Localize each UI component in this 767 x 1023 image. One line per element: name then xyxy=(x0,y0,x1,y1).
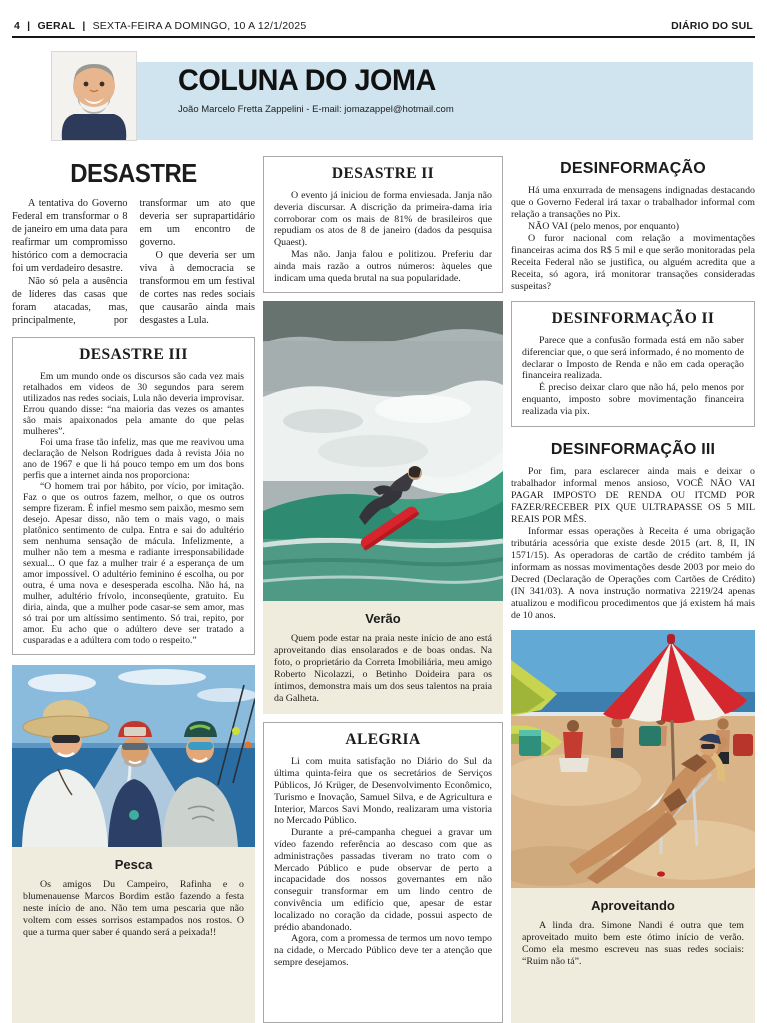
paragraph: Não só pela a ausência de líderes das casas que foram atacadas, mas, principalmente, por transformar um ato que deveria ser suprapartidário em um encontro de governo. xyxy=(12,198,255,326)
columnist-portrait-illustration xyxy=(52,52,136,140)
paragraph: O que deveria ser um viva à democracia se transformou em um festival de cortes nas redes sociais que causarão ainda mais desgastes a Lula. xyxy=(139,250,255,326)
article-desinformacao-body xyxy=(511,185,755,293)
article-box-desastre2 xyxy=(263,156,503,293)
beach-photo xyxy=(511,630,755,888)
page-number: 4 xyxy=(14,20,21,32)
article-title-desinformacao3: DESINFORMAÇÃO III xyxy=(550,440,716,458)
paragraph: Mas não. Janja falou e politizou. Preferiu dar ainda mais razão a outros números: àqueles que indicam uma queda brutal na sua popularidade. xyxy=(274,248,492,284)
columnist-photo xyxy=(52,52,136,140)
paragraph: Agora, com a promessa de termos um novo tempo na cidade, o Mercado Público deve ter a atenção que sempre desejamos. xyxy=(274,933,492,968)
edition-info xyxy=(14,20,306,32)
caption-text: Os amigos Du Campeiro, Rafinha e o blumenauense Marcos Bordim estão fazendo a festa neste início de ano. Não tem uma pescaria que não voltem com esses sorrisos estampados nos rostos. O que a turma quer saber é quando será a peixada!! xyxy=(23,879,244,938)
article-title-desastre3: DESASTRE III xyxy=(79,346,188,363)
paragraph: É preciso deixar claro que não há, pelo menos por enquanto, imposto sobre movimentação financeira realizada via pix. xyxy=(522,382,744,417)
article-columns xyxy=(12,156,755,1023)
caption-title-verao: Verão xyxy=(365,611,401,627)
column-masthead xyxy=(12,52,755,144)
caption-title-aproveitando: Aproveitando xyxy=(591,897,675,913)
newspaper-brand: DIÁRIO DO SUL xyxy=(671,20,753,32)
paragraph: O furor nacional com relação a movimentações financeiras acima dos R$ 5 mil e que serão monitoradas pela Receita Federal não se justifica, ou alguém acredita que a Receita, só agora, irá monitorar transações consideradas suspeitas? xyxy=(511,233,755,292)
separator: | xyxy=(27,20,31,32)
paragraph: Durante a pré-campanha cheguei a gravar um vídeo fazendo referência ao descaso com que as administrações passadas tiveram no trato com o Mercado Público e pude observar de perto a incapacidade dos nossos governantes em não conseguir transformar em um lindo centro de convivência um edifício que, apesar de estar localizado no coração da cidade, possui aspecto de prédio abandonado. xyxy=(274,827,492,933)
article-box-desastre3 xyxy=(12,337,255,655)
article-title-desastre2: DESASTRE II xyxy=(331,165,435,182)
paragraph: Informar essas operações à Receita é uma obrigação tributária acessória que existe desde 2015 (art. 8, II, IN 1571/15). As operadoras de cartão de crédito também já informam as nossas movimentações desde 2003 por meio do Decred (Declaração de Operações com Cartões de Crédito) (IN 341/03). A nova instrução normativa 2219/24 apenas atualizou e modificou procedimentos que já existem há mais de 10 anos. xyxy=(511,525,755,621)
column-middle xyxy=(263,156,503,1023)
paragraph: Em um mundo onde os discursos são cada vez mais retalhados em videos de 30 segundos para serem utilizados nas redes sociais, Lula não deveria improvisar. Errou quando disse: “na maioria das vezes os amantes são mais apaixonados pela amante do que pelas mulheres”. xyxy=(23,371,244,437)
article-title-desastre: DESASTRE xyxy=(70,158,197,188)
column-right xyxy=(511,156,755,1023)
paragraph: Há uma enxurrada de mensagens indignadas destacando que o Governo Federal irá taxar o trabalhador informal com relação a transações no Pix. xyxy=(511,185,755,220)
figure-verao xyxy=(263,301,503,714)
separator: | xyxy=(82,20,86,32)
caption-verao xyxy=(263,601,503,714)
paragraph: Foi uma frase tão infeliz, mas que me reavivou uma declaração de Nelson Rodrigues dada à revista Jóia no ano de 1967 e que li há pouco tempo em um dos bons perfis que a internet ainda nos proporciona: xyxy=(23,437,244,481)
figure-pesca xyxy=(12,665,255,1023)
column-title: COLUNA DO JOMA xyxy=(178,64,436,97)
figure-aproveitando xyxy=(511,630,755,1023)
paragraph: “O homem trai por hábito, por vício, por imitação. Faz o que os outros fazem, melhor, o que os outros sempre fizeram. É infiel mesmo sem paixão, mesmo sem desejo. Apesar disso, não tem o mais vago, o mais platônico sentimento de culpa. Entra e sai do adultério sem nenhuma sensação de mácula. Infelizmente, a mulher não tem a mesma e radiante irresponsabilidade sexual... O que faz a mulher trair é a esperança de um amor impossível. O adultério feminino é escolha, ou por outra, é uma nova e desesperada escolha. Não há, na mulher, adultério frívolo, inconseqüente, gratuito. Eu diria, ainda, que a mulher pode casar-se sem amor, mas só trai por um altíssimo sentimento. Só trai, repito, por amor. Eu acho que o adúltero deve ser tratado a cusparadas e a adúltera com todo o respeito.” xyxy=(23,481,244,646)
paragraph: Por fim, para esclarecer ainda mais e deixar o trabalhador informal menos ansioso, VOCÊ NÃO VAI PAGAR IMPOSTO DE RENDA OU ITCMD POR FAZER/RECEBER PIX QUE ULTRAPASSE OS 5 MIL REAIS POR MÊS. xyxy=(511,465,755,525)
caption-text: A linda dra. Simone Nandi é outra que tem aproveitado muito bem este ótimo início de verão. Como ela mesmo escreveu nas suas redes sociais: “Ruim não tá”. xyxy=(522,919,744,967)
article-title-alegria: ALEGRIA xyxy=(345,731,421,749)
caption-title-pesca: Pesca xyxy=(114,857,153,872)
article-desastre-body xyxy=(12,197,255,327)
section-label: GERAL xyxy=(37,20,76,32)
paragraph: Li com muita satisfação no Diário do Sul da última quinta-feira que os secretários de Serviços Públicos, Jó Krüger, de Desenvolvimento Econômico, Turismo e Inovação, Samuel Silva, e de Agricultura e Interior, Marcos Savi Mondo, realizaram uma vistoria no Mercado Público. xyxy=(274,756,492,827)
caption-pesca xyxy=(12,847,255,1023)
masthead-text xyxy=(178,64,454,115)
column-byline: João Marcelo Fretta Zappelini - E-mail: jomazappel@hotmail.com xyxy=(178,104,454,115)
article-title-desinformacao2: DESINFORMAÇÃO II xyxy=(551,310,715,327)
fishing-photo xyxy=(12,665,255,847)
dateline: SEXTA-FEIRA A DOMINGO, 10 A 12/1/2025 xyxy=(92,20,307,32)
paragraph: A tentativa do Governo Federal em transformar o 8 de janeiro em uma data para reafirmar um compromisso histórico com a democracia foi um verdadeiro desastre. xyxy=(12,198,128,274)
article-title-desinformacao: DESINFORMAÇÃO xyxy=(560,160,706,177)
caption-text: Quem pode estar na praia neste início de ano está aproveitando dias ensolarados e de boas ondas. Na foto, o proprietário da Correta Imobiliária, meu amigo Roberto Nicolazzi, o Betinho Doideira para os íntimos, demonstra mais um dos seus talentos na praia da Galheta. xyxy=(274,633,492,705)
article-desinformacao3-body xyxy=(511,466,755,622)
paragraph: Parece que a confusão formada está em não saber diferenciar que, o que será informado, é no momento de declarar o Imposto de Renda e não em cada operação financeira realizada. xyxy=(522,335,744,382)
page-header-bar xyxy=(12,14,755,38)
surf-photo xyxy=(263,301,503,601)
paragraph: O evento já iniciou de forma enviesada. Janja não deveria discursar. A discrição da primeira-dama iria corroborar com os mais de 81% de brasileiros que repudiam os atos de 8 de janeiro (dados da pesquisa Quaest). xyxy=(274,190,492,249)
article-box-alegria xyxy=(263,722,503,1023)
column-left xyxy=(12,156,255,1023)
article-box-desinformacao2 xyxy=(511,301,755,427)
caption-aproveitando xyxy=(511,888,755,1023)
paragraph: NÃO VAI (pelo menos, por enquanto) xyxy=(528,221,680,232)
